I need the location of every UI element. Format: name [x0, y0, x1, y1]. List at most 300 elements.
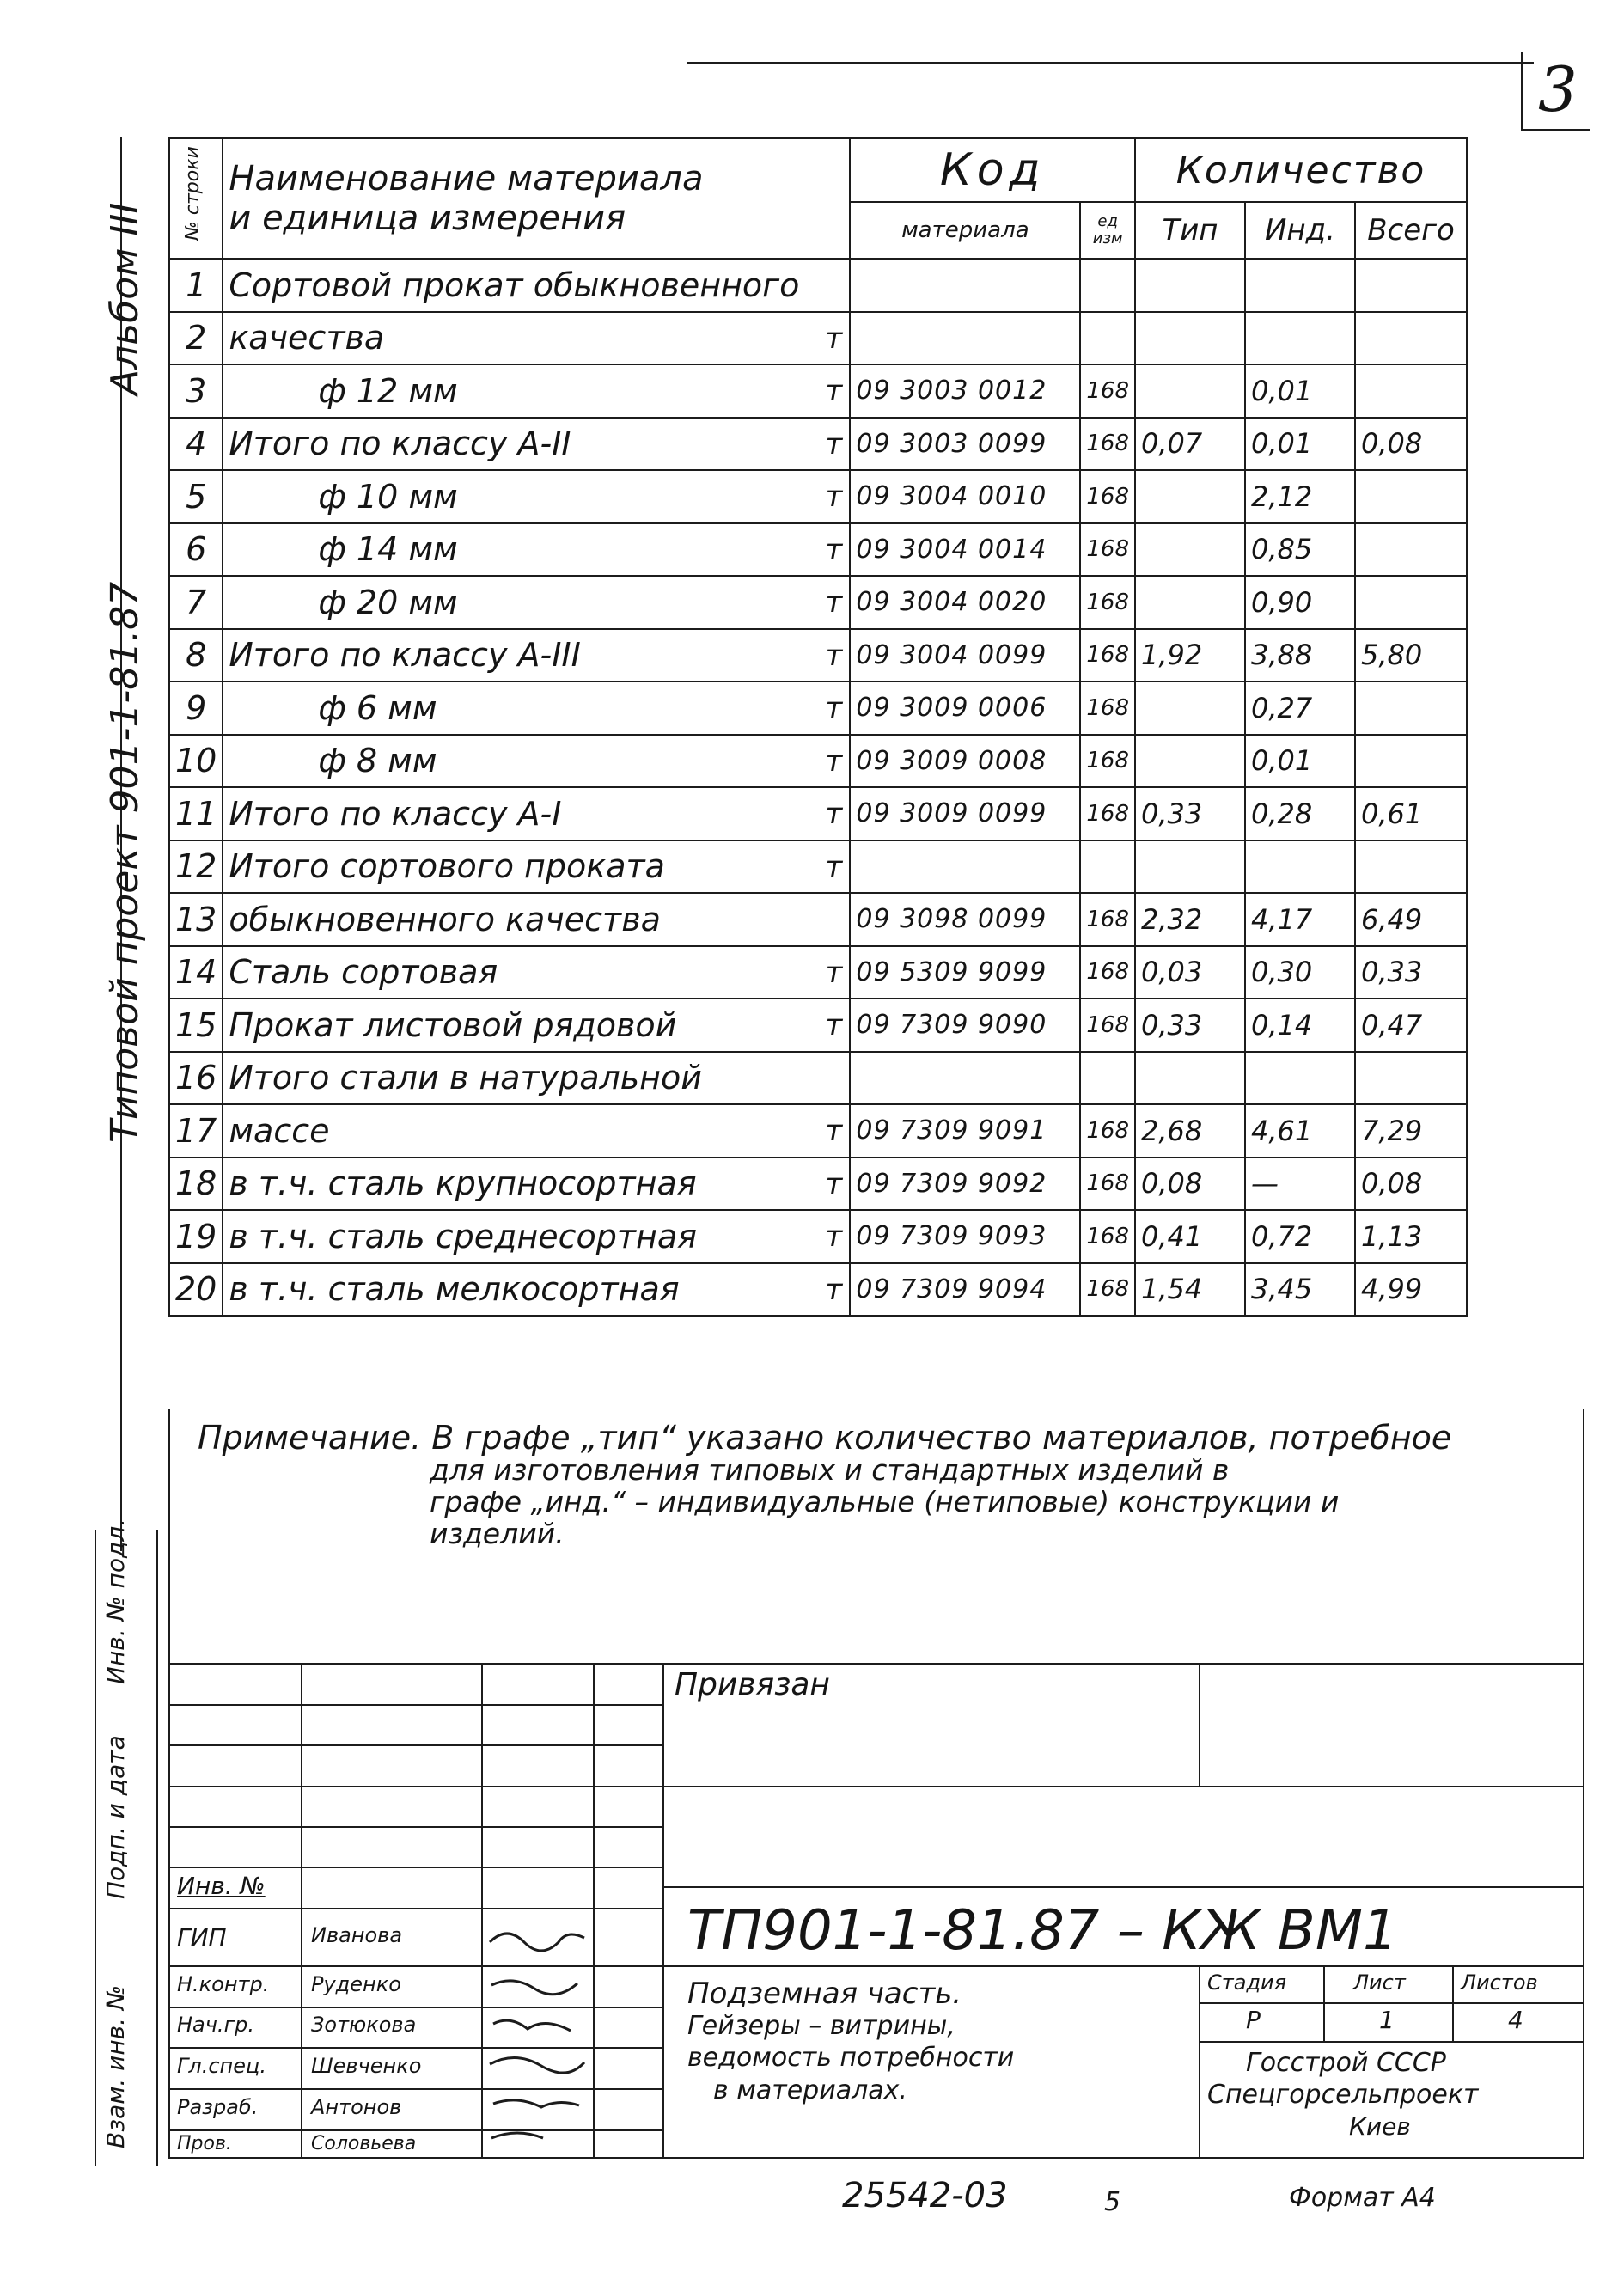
- stamp-top: [168, 1663, 1584, 1665]
- header-row-number: № строки: [169, 138, 223, 259]
- qty-ind-text: 0,01: [1251, 744, 1313, 778]
- unit-code-text: 168: [1086, 536, 1129, 563]
- qty-ind-text: 3,88: [1251, 639, 1313, 672]
- qty-type-cell: [1135, 840, 1245, 894]
- material-code-text: 09 3003 0099: [856, 428, 1047, 459]
- unit-code-cell: [1080, 576, 1135, 629]
- stamp-h1: [168, 1704, 662, 1706]
- stamp-v4: [662, 1663, 664, 2157]
- material-code-text: 09 3004 0010: [856, 481, 1047, 512]
- qty-total-text: 7,29: [1361, 1114, 1423, 1147]
- stage-value: Р: [1246, 2006, 1261, 2034]
- material-name-cell: [223, 418, 850, 471]
- qty-total-cell: [1355, 735, 1467, 788]
- material-code-cell: [850, 1104, 1080, 1158]
- document-code: ТП901-1-81.87 – КЖ ВМ1: [687, 1899, 1398, 1963]
- left-frame-line-bottom-2: [156, 1530, 158, 2166]
- qty-ind-text: 0,14: [1251, 1008, 1313, 1042]
- row-number-cell: [169, 787, 223, 840]
- qty-total-text: 0,47: [1361, 1008, 1423, 1042]
- table-row: [169, 893, 1467, 946]
- qty-total-cell: [1355, 259, 1467, 312]
- unit-code-cell: [1080, 364, 1135, 418]
- qty-total-cell: [1355, 1158, 1467, 1211]
- qty-total-cell: [1355, 418, 1467, 471]
- row-number-text: 15: [175, 1005, 217, 1044]
- table-row: [169, 1052, 1467, 1105]
- material-name-text: в т.ч. сталь мелкосортная: [229, 1270, 680, 1309]
- note-block: [198, 1419, 1538, 1550]
- table-row: [169, 1263, 1467, 1317]
- qty-total-cell: [1355, 787, 1467, 840]
- qty-type-text: 2,32: [1141, 902, 1203, 936]
- row-number-text: 9: [186, 688, 207, 727]
- qty-total-text: 1,13: [1361, 1219, 1423, 1253]
- table-row: [169, 418, 1467, 471]
- note-line-2: для изготовления типовых и стандартных изделий в: [430, 1453, 1230, 1487]
- qty-type-text: 1,92: [1141, 639, 1203, 672]
- unit-text: т: [825, 849, 843, 884]
- row-number-text: 19: [175, 1217, 217, 1256]
- qty-type-cell: [1135, 999, 1245, 1052]
- unit-text: т: [825, 1219, 843, 1254]
- material-code-cell: [850, 312, 1080, 365]
- qty-ind-cell: [1245, 681, 1355, 735]
- row-number-cell: [169, 364, 223, 418]
- stamp-h4: [168, 1826, 662, 1828]
- material-code-cell: [850, 418, 1080, 471]
- unit-text: т: [825, 691, 843, 725]
- material-code-cell: [850, 681, 1080, 735]
- qty-total-cell: [1355, 893, 1467, 946]
- material-name-cell: [223, 787, 850, 840]
- qty-ind-cell: [1245, 259, 1355, 312]
- table-row: [169, 1210, 1467, 1263]
- qty-type-cell: [1135, 681, 1245, 735]
- qty-ind-cell: [1245, 893, 1355, 946]
- qty-total-text: 6,49: [1361, 902, 1423, 936]
- row-number-text: 7: [186, 583, 207, 621]
- row-number-cell: [169, 946, 223, 999]
- material-code-cell: [850, 787, 1080, 840]
- material-code-cell: [850, 946, 1080, 999]
- page-number: 3: [1538, 53, 1578, 125]
- nkontr-label: Н.контр.: [177, 1972, 270, 1996]
- material-code-cell: [850, 576, 1080, 629]
- row-number-text: 5: [186, 477, 207, 516]
- material-code-text: 09 3009 0099: [856, 798, 1047, 829]
- row-number-text: 3: [186, 371, 207, 410]
- privyazan-label: Привязан: [675, 1667, 830, 1702]
- row-number-text: 2: [186, 319, 207, 357]
- material-code-cell: [850, 259, 1080, 312]
- qty-type-cell: [1135, 364, 1245, 418]
- material-name-cell: [223, 1052, 850, 1105]
- qty-type-text: 0,03: [1141, 956, 1203, 989]
- footer-mark: 5: [1104, 2187, 1121, 2217]
- unit-code-text: 168: [1086, 1117, 1129, 1144]
- material-name-cell: [223, 1158, 850, 1211]
- unit-code-text: 168: [1086, 1223, 1129, 1250]
- material-name-text: ф 20 мм: [318, 583, 458, 621]
- material-code-text: 09 7309 9090: [856, 1010, 1047, 1041]
- org-line-2: Спецгорсельпроект: [1207, 2080, 1479, 2110]
- org-line-1: Госстрой СССР: [1246, 2048, 1446, 2078]
- unit-code-text: 168: [1086, 377, 1129, 404]
- frame-right: [1583, 1409, 1584, 2157]
- nkontr-name: Руденко: [311, 1972, 401, 1996]
- material-code-text: 09 5309 9099: [856, 956, 1047, 987]
- qty-ind-text: 2,12: [1251, 480, 1313, 513]
- row-number-text: 18: [175, 1164, 217, 1203]
- header-quantity: Количество: [1135, 138, 1467, 202]
- qty-type-text: 2,68: [1141, 1114, 1203, 1147]
- unit-code-cell: [1080, 470, 1135, 523]
- qty-type-cell: [1135, 946, 1245, 999]
- project-label: Типовой проект 901-1-81.87: [103, 581, 147, 1143]
- table-row: [169, 259, 1467, 312]
- material-name-cell: [223, 840, 850, 894]
- qty-ind-text: —: [1251, 1167, 1279, 1201]
- material-code-text: 09 3004 0014: [856, 534, 1047, 565]
- unit-code-cell: [1080, 681, 1135, 735]
- material-name-cell: [223, 946, 850, 999]
- material-code-cell: [850, 629, 1080, 682]
- material-code-text: 09 3004 0020: [856, 587, 1047, 618]
- material-code-cell: [850, 893, 1080, 946]
- material-code-text: 09 3009 0008: [856, 745, 1047, 776]
- row-number-cell: [169, 259, 223, 312]
- row-number-cell: [169, 1104, 223, 1158]
- unit-text: т: [825, 1272, 843, 1307]
- left-frame-line-bottom: [95, 1530, 96, 2166]
- table-row: [169, 840, 1467, 894]
- qty-ind-cell: [1245, 840, 1355, 894]
- material-name-cell: [223, 999, 850, 1052]
- material-code-cell: [850, 470, 1080, 523]
- material-name-text: массе: [229, 1111, 330, 1150]
- material-spec-table: [168, 137, 1468, 1317]
- stamp-h3: [168, 1786, 1584, 1787]
- row-number-text: 20: [175, 1270, 217, 1309]
- prov-name: Соловьева: [311, 2133, 417, 2154]
- qty-type-cell: [1135, 259, 1245, 312]
- note-line-4: изделий.: [430, 1517, 565, 1550]
- unit-code-cell: [1080, 629, 1135, 682]
- qty-total-cell: [1355, 840, 1467, 894]
- stamp-h6: [168, 1908, 662, 1909]
- row-number-cell: [169, 999, 223, 1052]
- gip-name: Иванова: [311, 1923, 403, 1947]
- material-code-cell: [850, 1052, 1080, 1105]
- stamp-v5: [1199, 1663, 1200, 1786]
- page-number-box-bottom: [1521, 129, 1590, 131]
- row-number-text: 1: [186, 266, 207, 304]
- header-qty-type: Тип: [1135, 202, 1245, 259]
- unit-code-cell: [1080, 735, 1135, 788]
- qty-ind-cell: [1245, 418, 1355, 471]
- material-name-text: ф 14 мм: [318, 530, 458, 569]
- razrab-name: Антонов: [311, 2095, 402, 2119]
- unit-code-text: 168: [1086, 431, 1129, 457]
- unit-code-text: 168: [1086, 1170, 1129, 1197]
- qty-ind-text: 0,30: [1251, 956, 1313, 989]
- material-code-text: 09 3098 0099: [856, 904, 1047, 935]
- material-code-cell: [850, 523, 1080, 577]
- qty-type-cell: [1135, 1158, 1245, 1211]
- material-code-cell: [850, 840, 1080, 894]
- row-number-text: 8: [186, 636, 207, 675]
- qty-ind-text: 0,72: [1251, 1219, 1313, 1253]
- material-code-text: 09 3004 0099: [856, 639, 1047, 670]
- unit-code-text: 168: [1086, 483, 1129, 510]
- sheets-value: 4: [1508, 2006, 1523, 2034]
- material-name-cell: [223, 470, 850, 523]
- header-qty-ind: Инд.: [1245, 202, 1355, 259]
- qty-ind-cell: [1245, 1263, 1355, 1317]
- qty-ind-cell: [1245, 1104, 1355, 1158]
- qty-type-text: 0,33: [1141, 797, 1203, 830]
- qty-ind-cell: [1245, 946, 1355, 999]
- qty-ind-cell: [1245, 999, 1355, 1052]
- qty-type-cell: [1135, 470, 1245, 523]
- qty-type-cell: [1135, 893, 1245, 946]
- qty-type-text: 0,33: [1141, 1008, 1203, 1042]
- material-name-cell: [223, 893, 850, 946]
- material-name-text: Итого по классу А-I: [229, 794, 562, 833]
- qty-ind-text: 4,61: [1251, 1114, 1313, 1147]
- qty-type-text: 0,08: [1141, 1167, 1203, 1201]
- row-number-text: 11: [175, 794, 217, 833]
- material-code-cell: [850, 1263, 1080, 1317]
- qty-ind-cell: [1245, 1052, 1355, 1105]
- note-line-3: графе „инд.“ – индивидуальные (нетиповые) конструкции и: [430, 1485, 1340, 1518]
- material-name-text: обыкновенного качества: [229, 900, 661, 938]
- description-line-2: Гейзеры – витрины,: [687, 2011, 955, 2041]
- row-number-cell: [169, 418, 223, 471]
- unit-code-cell: [1080, 893, 1135, 946]
- unit-text: т: [825, 585, 843, 620]
- row-number-cell: [169, 1210, 223, 1263]
- qty-total-cell: [1355, 1210, 1467, 1263]
- qty-total-text: 0,08: [1361, 1167, 1423, 1201]
- sheet-header: Лист: [1353, 1971, 1406, 1995]
- table-row: [169, 470, 1467, 523]
- stamp-h7: [168, 1965, 1584, 1967]
- unit-code-text: 168: [1086, 694, 1129, 721]
- table-row: [169, 629, 1467, 682]
- material-name-text: Сортовой прокат обыкновенного: [229, 266, 800, 304]
- qty-total-text: 0,08: [1361, 427, 1423, 461]
- qty-total-cell: [1355, 1104, 1467, 1158]
- table-row: [169, 681, 1467, 735]
- qty-ind-text: 0,28: [1251, 797, 1313, 830]
- row-number-cell: [169, 681, 223, 735]
- stamp-bottom: [168, 2157, 1584, 2159]
- unit-text: т: [825, 1166, 843, 1201]
- material-code-text: 09 7309 9093: [856, 1221, 1047, 1252]
- qty-total-cell: [1355, 576, 1467, 629]
- table-row: [169, 735, 1467, 788]
- material-name-text: Итого сортового проката: [229, 847, 665, 886]
- qty-type-cell: [1135, 1210, 1245, 1263]
- header-material-name: Наименование материала и единица измерения: [223, 138, 850, 259]
- table-header-row-1: [169, 138, 1467, 202]
- qty-total-cell: [1355, 1263, 1467, 1317]
- table-row: [169, 999, 1467, 1052]
- material-name-cell: [223, 1210, 850, 1263]
- description-line-3: ведомость потребности: [687, 2043, 1015, 2073]
- table-row: [169, 1104, 1467, 1158]
- table-row: [169, 312, 1467, 365]
- table-row: [169, 523, 1467, 577]
- unit-code-text: 168: [1086, 589, 1129, 615]
- qty-total-cell: [1355, 1052, 1467, 1105]
- header-code-unit: ед изм: [1080, 202, 1135, 259]
- qty-total-cell: [1355, 999, 1467, 1052]
- page-number-box-left: [1521, 52, 1523, 129]
- stamp-h5: [168, 1867, 662, 1868]
- unit-text: т: [825, 321, 843, 356]
- material-name-text: Итого по классу А-II: [229, 425, 571, 463]
- material-code-cell: [850, 999, 1080, 1052]
- footer-number: 25542-03: [842, 2176, 1008, 2215]
- qty-total-cell: [1355, 312, 1467, 365]
- qty-type-cell: [1135, 1263, 1245, 1317]
- header-code-material: материала: [850, 202, 1080, 259]
- unit-code-text: 168: [1086, 1011, 1129, 1038]
- qty-ind-text: 0,90: [1251, 585, 1313, 619]
- row-number-cell: [169, 470, 223, 523]
- unit-code-cell: [1080, 999, 1135, 1052]
- qty-ind-cell: [1245, 470, 1355, 523]
- row-number-text: 16: [175, 1059, 217, 1097]
- material-code-text: 09 7309 9094: [856, 1274, 1047, 1305]
- material-name-cell: [223, 629, 850, 682]
- unit-text: т: [825, 797, 843, 831]
- qty-total-cell: [1355, 681, 1467, 735]
- unit-code-cell: [1080, 840, 1135, 894]
- row-number-text: 13: [175, 900, 217, 938]
- unit-code-cell: [1080, 946, 1135, 999]
- table-row: [169, 1158, 1467, 1211]
- material-name-text: Итого по классу А-III: [229, 636, 581, 675]
- material-name-text: в т.ч. сталь среднесортная: [229, 1217, 698, 1256]
- row-number-text: 14: [175, 953, 217, 992]
- unit-code-cell: [1080, 1052, 1135, 1105]
- unit-code-cell: [1080, 1158, 1135, 1211]
- material-name-cell: [223, 735, 850, 788]
- nachgr-label: Нач.гр.: [177, 2013, 255, 2037]
- material-name-cell: [223, 1104, 850, 1158]
- material-name-cell: [223, 364, 850, 418]
- unit-code-text: 168: [1086, 959, 1129, 986]
- qty-ind-cell: [1245, 364, 1355, 418]
- qty-ind-cell: [1245, 523, 1355, 577]
- row-number-cell: [169, 1158, 223, 1211]
- inv-no-label: Инв. №: [177, 1872, 266, 1900]
- qty-total-text: 0,33: [1361, 956, 1423, 989]
- material-name-text: качества: [229, 319, 385, 357]
- qty-type-text: 1,54: [1141, 1273, 1203, 1306]
- material-name-text: ф 8 мм: [318, 742, 437, 780]
- qty-ind-cell: [1245, 787, 1355, 840]
- description-line-4: в материалах.: [713, 2075, 907, 2105]
- material-name-text: Сталь сортовая: [229, 953, 498, 992]
- row-number-cell: [169, 576, 223, 629]
- unit-text: т: [825, 532, 843, 567]
- header-qty-total: Всего: [1355, 202, 1467, 259]
- qty-ind-text: 0,27: [1251, 691, 1313, 724]
- signature-marks: [481, 1916, 601, 2148]
- material-name-cell: [223, 312, 850, 365]
- row-number-text: 6: [186, 530, 207, 569]
- qty-total-text: 0,61: [1361, 797, 1423, 830]
- prov-label: Пров.: [177, 2133, 232, 2154]
- row-number-text: 4: [186, 425, 207, 463]
- qty-total-cell: [1355, 629, 1467, 682]
- unit-text: т: [825, 1114, 843, 1148]
- qty-ind-cell: [1245, 1210, 1355, 1263]
- material-name-cell: [223, 259, 850, 312]
- material-code-text: 09 3003 0012: [856, 376, 1047, 406]
- unit-code-cell: [1080, 312, 1135, 365]
- stamp-org-top: [1199, 2041, 1584, 2043]
- row-number-cell: [169, 735, 223, 788]
- unit-code-cell: [1080, 418, 1135, 471]
- qty-type-cell: [1135, 312, 1245, 365]
- qty-type-cell: [1135, 735, 1245, 788]
- unit-text: т: [825, 743, 843, 779]
- material-code-text: 09 7309 9092: [856, 1168, 1047, 1199]
- inv-label: Инв. № подл.: [101, 1518, 130, 1684]
- qty-ind-cell: [1245, 629, 1355, 682]
- material-name-text: Прокат листовой рядовой: [229, 1005, 677, 1044]
- material-code-cell: [850, 1210, 1080, 1263]
- razrab-label: Разраб.: [177, 2095, 259, 2119]
- row-number-cell: [169, 840, 223, 894]
- qty-ind-text: 0,01: [1251, 374, 1313, 407]
- gip-label: ГИП: [177, 1923, 227, 1952]
- nachgr-name: Зотюкова: [311, 2013, 417, 2037]
- stamp-h2: [168, 1744, 662, 1746]
- qty-total-cell: [1355, 470, 1467, 523]
- qty-type-cell: [1135, 418, 1245, 471]
- unit-code-cell: [1080, 1263, 1135, 1317]
- table-row: [169, 787, 1467, 840]
- stamp-h6b: [662, 1886, 1584, 1888]
- row-number-cell: [169, 1052, 223, 1105]
- qty-total-text: 5,80: [1361, 639, 1423, 672]
- unit-text: т: [825, 480, 843, 514]
- unit-text: т: [825, 955, 843, 990]
- qty-ind-text: 3,45: [1251, 1273, 1313, 1306]
- row-number-cell: [169, 1263, 223, 1317]
- qty-ind-text: 4,17: [1251, 902, 1313, 936]
- material-name-text: ф 12 мм: [318, 371, 458, 410]
- row-number-text: 12: [175, 847, 217, 886]
- unit-code-text: 168: [1086, 642, 1129, 669]
- qty-total-cell: [1355, 523, 1467, 577]
- qty-type-cell: [1135, 523, 1245, 577]
- sheet-value: 1: [1379, 2006, 1395, 2034]
- stage-header: Стадия: [1207, 1971, 1287, 1995]
- unit-code-cell: [1080, 1210, 1135, 1263]
- qty-ind-text: 0,01: [1251, 427, 1313, 461]
- material-name-cell: [223, 681, 850, 735]
- stamp-v1: [301, 1663, 302, 2157]
- material-name-text: ф 6 мм: [318, 688, 437, 727]
